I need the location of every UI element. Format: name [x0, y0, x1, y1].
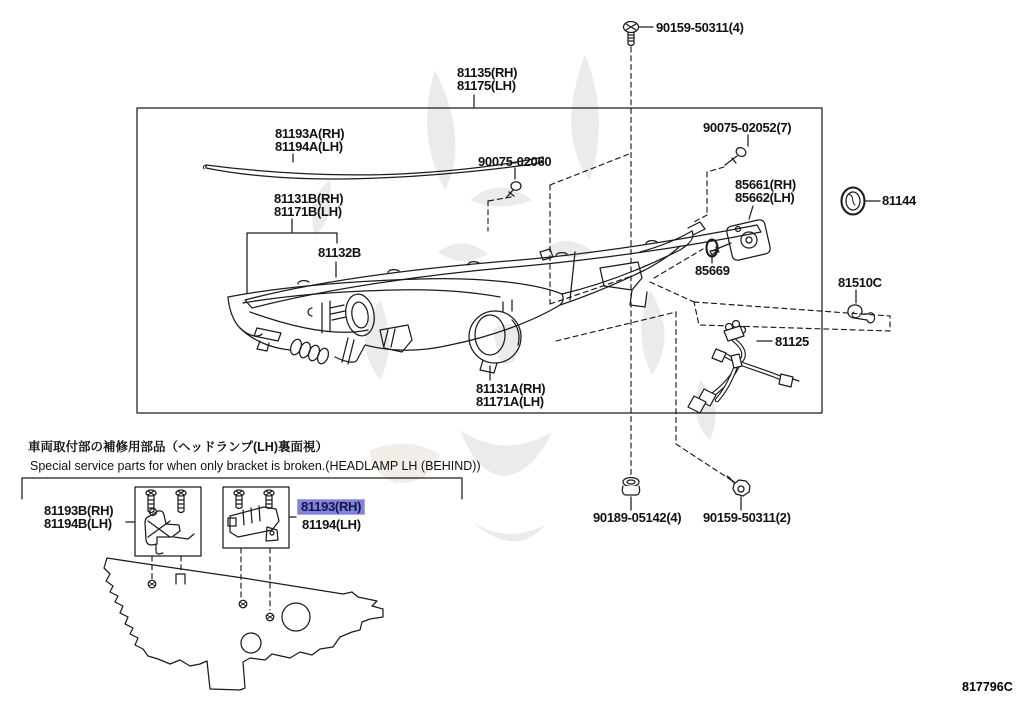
headlamp-outline-drawing	[104, 558, 383, 690]
label-screw-top[interactable]: 90159-50311(4)	[656, 20, 744, 35]
note-japanese: 車両取付部の補修用部品（ヘッドランプ(LH)裏面視）	[28, 440, 328, 454]
label-retainer[interactable]: 81132B	[318, 245, 362, 260]
label-leveling-motor-rh[interactable]: 85661(RH)	[735, 177, 796, 192]
note-english: Special service parts for when only bracket is broken.(HEADLAMP LH (BEHIND))	[30, 459, 481, 473]
screw-top-icon	[624, 22, 639, 46]
label-assy-rh[interactable]: 81135(RH)	[457, 65, 518, 80]
label-leveling-motor-lh[interactable]: 85662(LH)	[735, 190, 795, 205]
label-trim-rh[interactable]: 81193A(RH)	[275, 126, 345, 141]
label-harness[interactable]: 81125	[775, 334, 809, 349]
label-service-bracket-b-rh[interactable]: 81193B(RH)	[44, 503, 114, 518]
label-service-bracket-b-lh[interactable]: 81194B(LH)	[44, 516, 112, 531]
screw-cover-icon	[725, 146, 747, 165]
drawing-number: 817796C	[962, 680, 1013, 694]
label-bracket-upper-lh[interactable]: 81171B(LH)	[274, 204, 342, 219]
label-screw-bottom[interactable]: 90159-50311(2)	[703, 510, 791, 525]
grommet-drawing	[842, 188, 865, 215]
label-service-bracket-lh[interactable]: 81194(LH)	[302, 517, 361, 532]
label-trim-lh[interactable]: 81194A(LH)	[275, 139, 343, 154]
label-ring[interactable]: 85669	[695, 263, 730, 278]
label-service-bracket-rh-highlighted[interactable]: 81193(RH)	[297, 499, 365, 515]
screw-bottom-icon	[727, 476, 750, 496]
label-bracket-upper-rh[interactable]: 81131B(RH)	[274, 191, 344, 206]
service-box-b	[223, 487, 289, 548]
label-assy-lh[interactable]: 81175(LH)	[457, 78, 516, 93]
clip-bottom-icon	[622, 478, 639, 496]
label-bracket-lower-lh[interactable]: 81171A(LH)	[476, 394, 544, 409]
label-screw-cover[interactable]: 90075-02052(7)	[703, 120, 792, 135]
service-box-a	[135, 487, 201, 556]
label-grommet[interactable]: 81144	[882, 193, 916, 208]
label-clip[interactable]: 81510C	[838, 275, 882, 290]
label-bracket-lower-rh[interactable]: 81131A(RH)	[476, 381, 546, 396]
clip-drawing	[848, 305, 875, 323]
label-clip-bottom[interactable]: 90189-05142(4)	[593, 510, 682, 525]
headlamp-unit-drawing	[228, 222, 761, 365]
label-screw-mid[interactable]: 90075-02060	[478, 154, 552, 169]
